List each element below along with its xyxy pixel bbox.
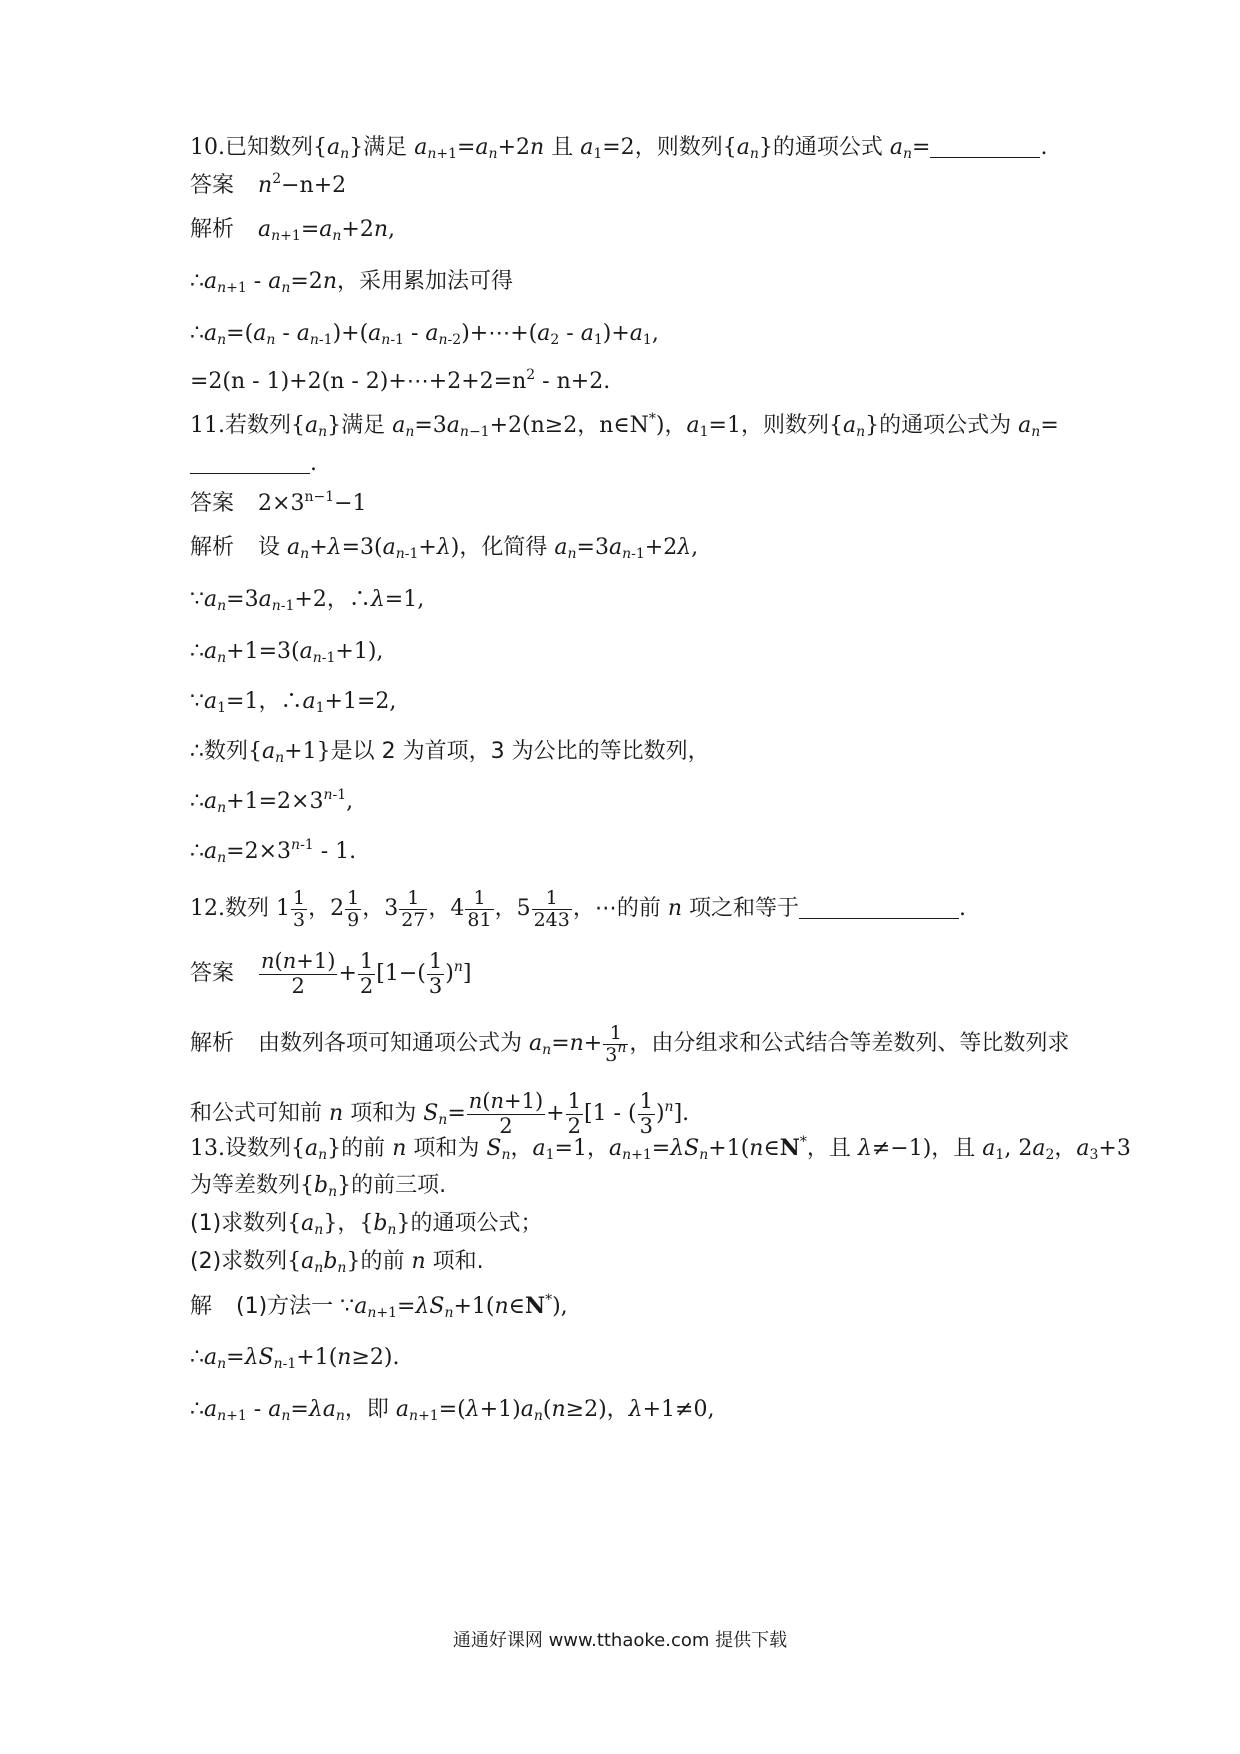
solution-line: 解 (1)方法一 $\because a_{n+1}=\lambda S_n+1(n\in N^*)$, xyxy=(190,1292,568,1321)
answer-blank[interactable] xyxy=(930,135,1040,158)
derivation-line: $\because a_1=1$，$\therefore a_1+1=2$, xyxy=(190,689,397,716)
question-13-cont: 为等差数列$\{b_n\}$的前三项. xyxy=(190,1173,447,1200)
derivation-line: $\therefore a_n=2\times 3^{n-1} - 1$. xyxy=(190,837,357,866)
derivation-line: ∴数列$\{a_n+1\}$是以 2 为首项，3 为公比的等比数列， xyxy=(190,739,710,766)
derivation-line: $\therefore a_n+1=2\times 3^{n-1}$, xyxy=(190,787,354,816)
analysis-line: 解析 设 $a_n+\lambda=3(a_{n-1}+\lambda)$，化简得 $a_n=3a_{n-1}+2\lambda$, xyxy=(190,535,699,562)
question-13-part-2: (2)求数列$\{a_nb_n\}$的前 n 项和. xyxy=(190,1249,484,1276)
question-13: 13.设数列$\{a_n\}$的前 n 项和为 $S_n$，$a_1=1$，$a_{n+1}=\lambda S_n+1(n\in N^*$，且 λ≠−1)，且 $a_1$, $2a_2$，$a_3+3$ xyxy=(190,1134,1131,1163)
derivation-line: $\therefore a_n=\lambda S_{n-1}+1(n\ge 2)$. xyxy=(190,1345,400,1372)
derivation-line: $=2(n - 1)+2(n - 2)+\cdots+2+2=n^2 - n+2$. xyxy=(190,367,611,394)
analysis-line: 解析 由数列各项可知通项公式为 $a_n=n+$ $\frac{1}{3^n}$ ，由分组求和公式结合等差数列、等比数列求 xyxy=(190,1021,1070,1066)
analysis-line: 和公式可知前 n 项和为 $S_n=$ $\frac{n(n+1)}{2}$ + $\frac{1}{2}$ [1 - ( $\frac{1}{3}$ )$^n$]. xyxy=(190,1089,690,1138)
answer-line: 答案 $n^2-n+2$ xyxy=(190,171,347,198)
question-13-part-1: (1)求数列$\{a_n\}$，$\{b_n\}$的通项公式； xyxy=(190,1211,543,1238)
analysis-line: 解析 $a_{n+1}=a_n+2n$, xyxy=(190,217,396,244)
derivation-line: $\therefore a_{n+1} - a_n=\lambda a_n$，即 $a_{n+1}=(\lambda+1)a_n(n\ge 2)$，λ+1≠0, xyxy=(190,1397,715,1424)
question-12: 12.数列 1 $\frac{1}{3}$ ，2 $\frac{1}{9}$ ，3 $\frac{1}{27}$ ，4 $\frac{1}{81}$ ，5 $\frac{1}{243}$ ，⋯的前 n 项之和等于 . xyxy=(190,886,967,931)
derivation-line: $\therefore a_n+1=3(a_{n-1}+1)$, xyxy=(190,639,384,666)
answer-blank[interactable] xyxy=(799,896,959,919)
derivation-line: $\therefore a_{n+1} - a_n=2n$，采用累加法可得 xyxy=(190,269,513,296)
answer-line: 答案 $\frac{n(n+1)}{2}$ + $\frac{1}{2}$ [1−( $\frac{1}{3}$ )$^n$] xyxy=(190,949,472,998)
answer-blank-line: . xyxy=(190,448,1070,480)
derivation-line: $\because a_n=3a_{n-1}+2$，∴λ=1, xyxy=(190,587,425,614)
question-10: 10.已知数列$\{a_n\}$满足 $a_{n+1}=a_n+2n$ 且 $a_1=2$，则数列$\{a_n\}$的通项公式 $a_n=$ . xyxy=(190,135,1048,162)
page-footer: 通通好课网 www.tthaoke.com 提供下载 xyxy=(452,1630,788,1651)
question-11: 11.若数列$\{a_n\}$满足 $a_n=3a_{n-1}+2(n\ge 2$，n∈N*)，$a_1=1$，则数列$\{a_n\}$的通项公式为 $a_n=$ xyxy=(190,411,1059,440)
derivation-line: $\therefore a_n=(a_n - a_{n-1})+(a_{n-1}$ - $a_{n-2})+\cdots+(a_2 - a_1)+a_1$, xyxy=(190,321,659,348)
answer-line: 答案 $2\times 3^{n-1}-1$ xyxy=(190,489,367,516)
answer-blank[interactable] xyxy=(190,451,310,474)
